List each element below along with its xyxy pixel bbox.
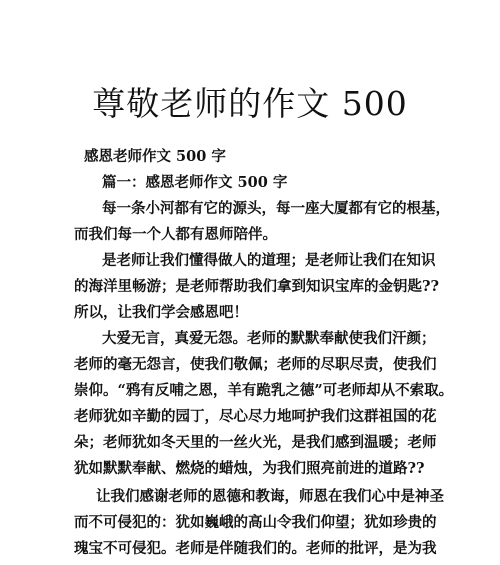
paragraph-line: 每一条小河都有它的源头，每一座大厦都有它的根基， [102, 200, 450, 217]
paragraph-line: 朵；老师犹如冬天里的一丝火光，是我们感到温暖；老师 [74, 434, 437, 451]
paragraph-line: 瑰宝不可侵犯。老师是伴随我们的。老师的批评，是为我 [74, 540, 437, 557]
paragraph-line: 犹如默默奉献、燃烧的蜡烛，为我们照亮前进的道路?? [74, 460, 425, 477]
paragraph-line: 崇仰。“鸦有反哺之恩，羊有跪乳之德”可老师却从不索取。 [74, 382, 454, 399]
document-title: 尊敬老师的作文 500 [92, 84, 408, 123]
subtitle-line: 感恩老师作文 500 字 [84, 148, 226, 165]
paragraph-line: 老师的毫无怨言，使我们敬佩；老师的尽职尽责，使我们 [74, 356, 437, 373]
paragraph-line: 让我们感谢老师的恩德和教诲，师恩在我们心中是神圣 [96, 488, 444, 505]
paragraph-line: 所以，让我们学会感恩吧！ [74, 304, 248, 321]
paragraph-line: 老师犹如辛勤的园丁，尽心尽力地呵护我们这群祖国的花 [74, 408, 437, 425]
paragraph-line: 而我们每一个人都有恩师陪伴。 [74, 226, 277, 243]
paragraph-line: 大爱无言，真爱无怨。老师的默默奉献使我们汗颜； [102, 330, 436, 347]
paragraph-line: 是老师让我们懂得做人的道理；是老师让我们在知识 [102, 252, 436, 269]
paragraph-line: 的海洋里畅游；是老师帮助我们拿到知识宝库的金钥匙?? [74, 278, 439, 295]
paragraph-line: 而不可侵犯的：犹如巍峨的高山令我们仰望；犹如珍贵的 [74, 514, 437, 531]
section-heading: 篇一：感恩老师作文 500 字 [102, 174, 288, 191]
